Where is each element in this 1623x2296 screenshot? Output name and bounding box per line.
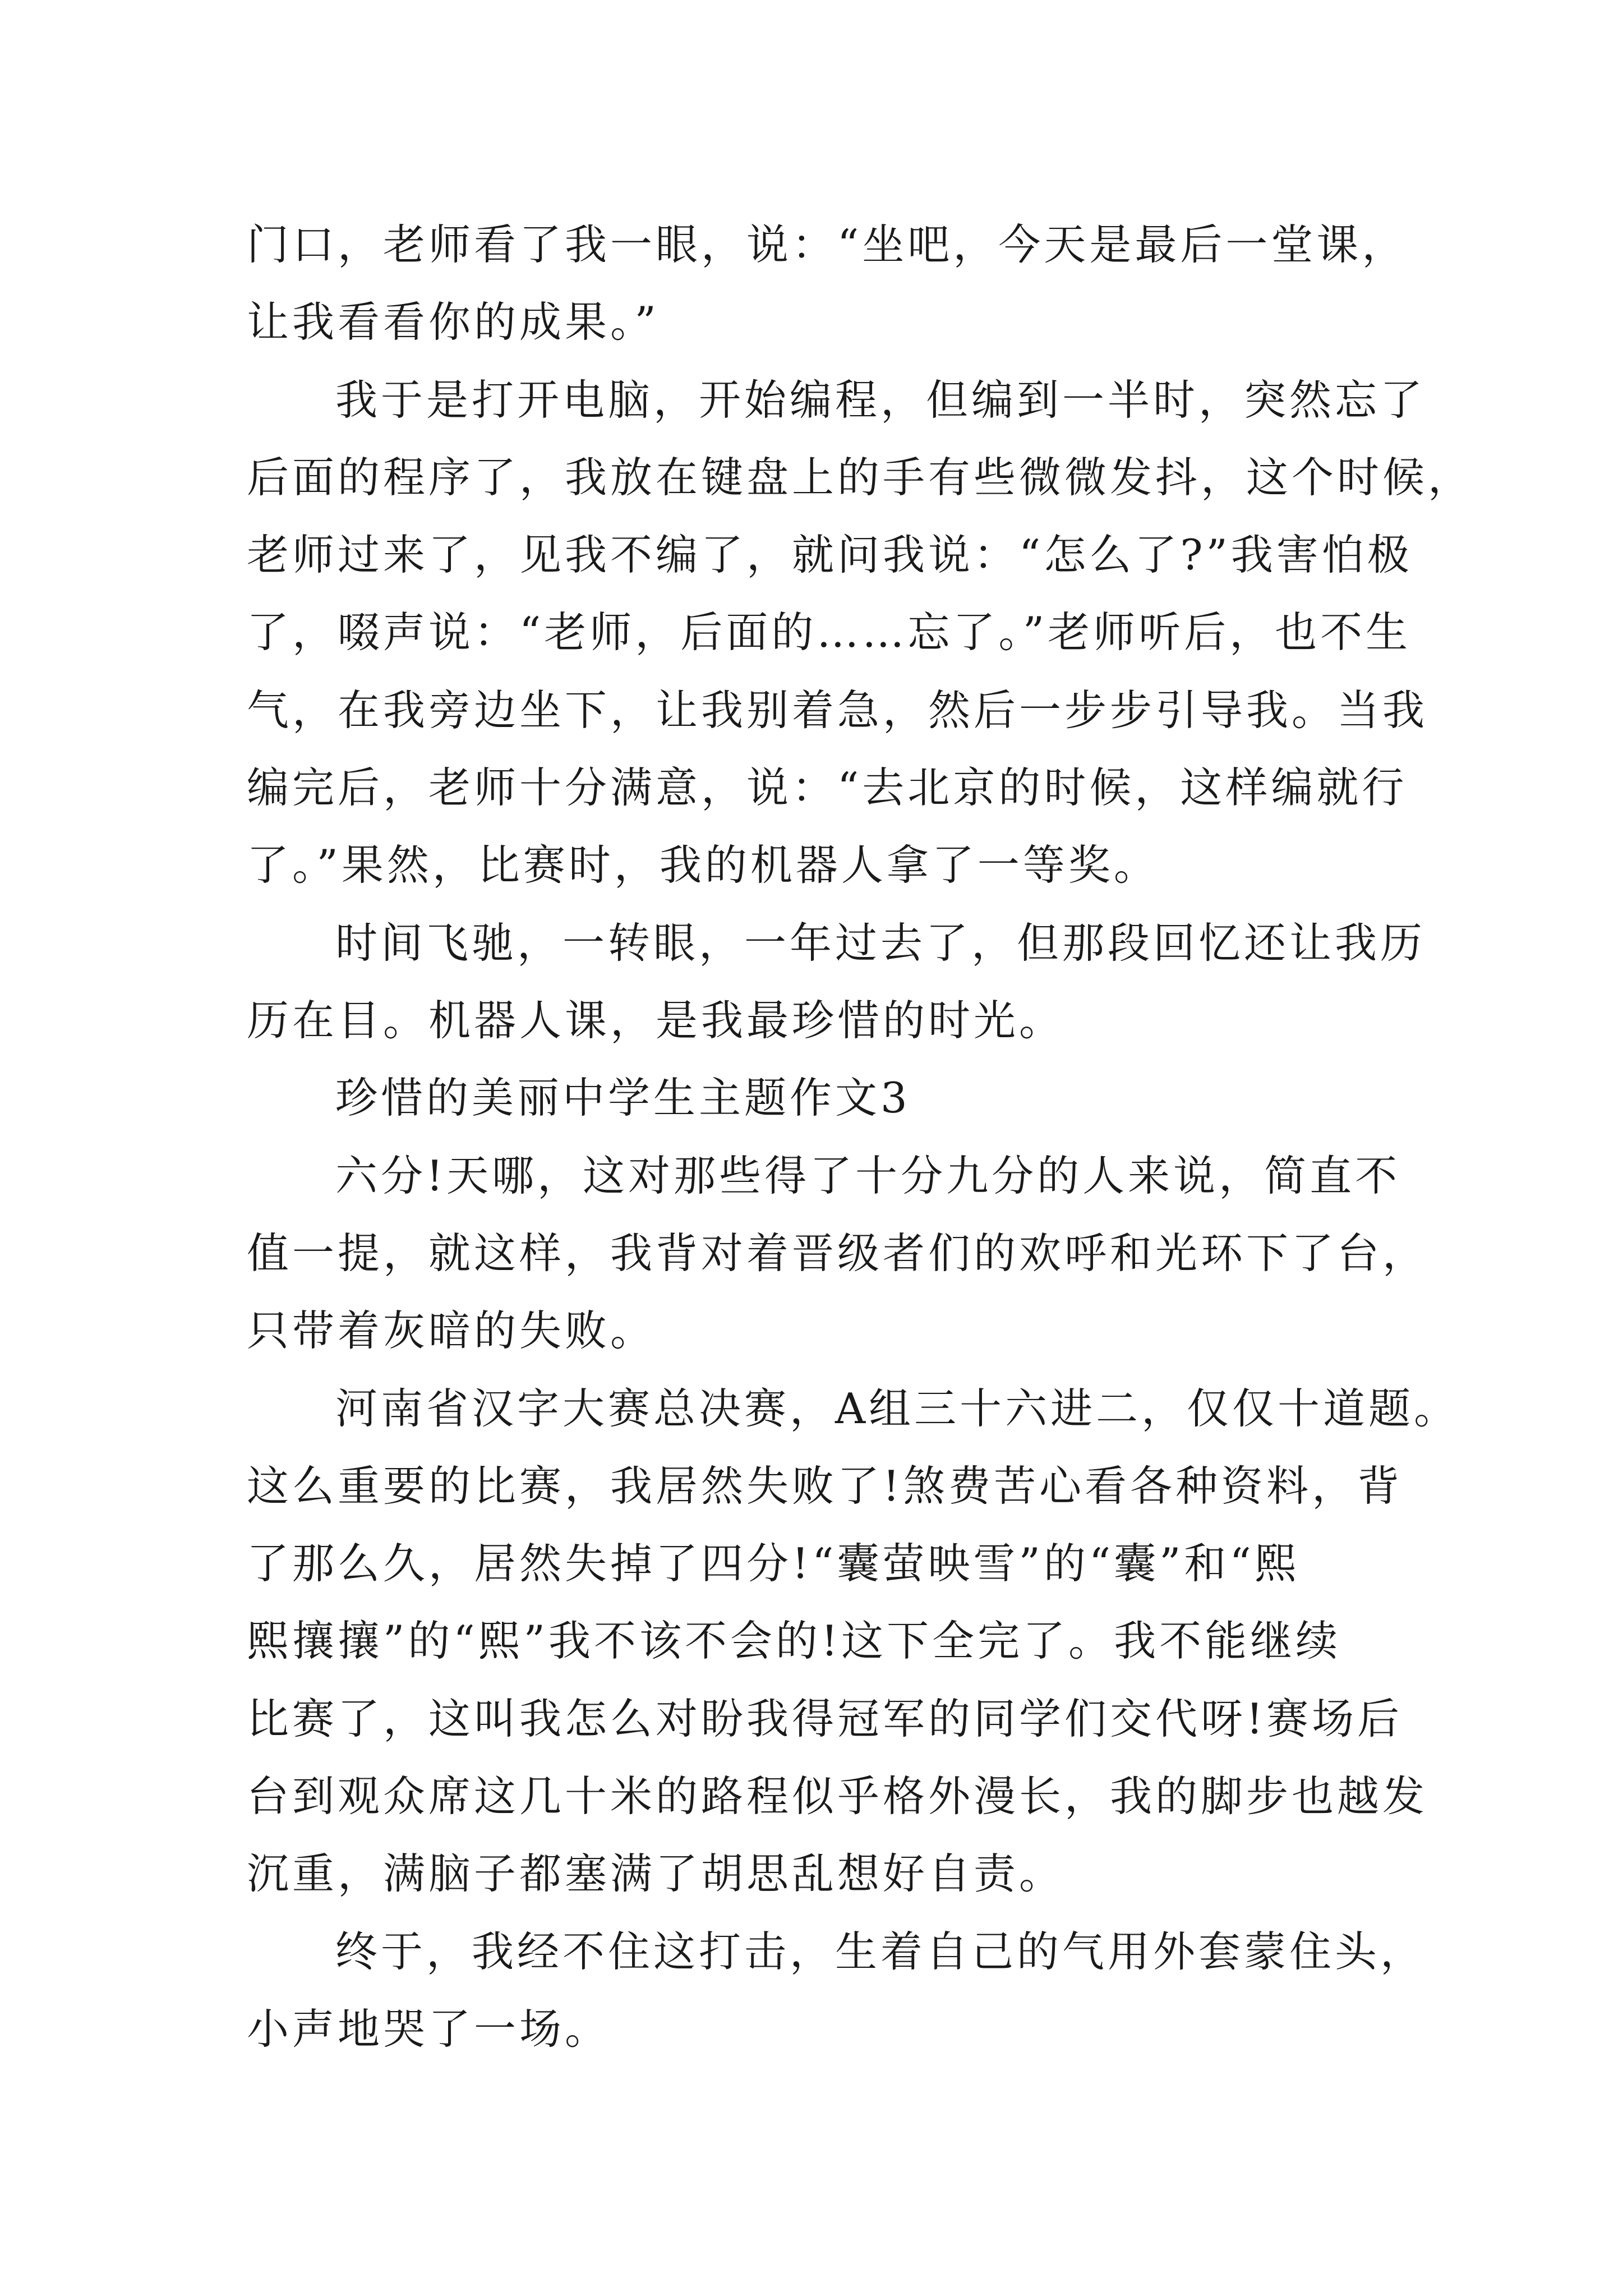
text-line: 比赛了，这叫我怎么对盼我得冠军的同学们交代呀!赛场后 bbox=[247, 1694, 1403, 1743]
text-line: 台到观众席这几十米的路程似乎格外漫长，我的脚步也越发 bbox=[247, 1772, 1428, 1821]
text-line: 让我看看你的成果。” bbox=[247, 297, 660, 347]
text-line: 了，啜声说：“老师，后面的……忘了。”老师听后，也不生 bbox=[247, 608, 1412, 657]
text-line: 时间飞驰，一转眼，一年过去了，但那段回忆还让我历 bbox=[335, 918, 1426, 968]
text-line: 值一提，就这样，我背对着晋级者们的欢呼和光环下了台， bbox=[247, 1228, 1428, 1278]
text-line: 这么重要的比赛，我居然失败了!煞费苦心看各种资料，背 bbox=[247, 1461, 1403, 1511]
section-heading: 珍惜的美丽中学生主题作文3 bbox=[335, 1073, 911, 1122]
text-line: 了那么久，居然失掉了四分!“囊萤映雪”的“囊”和“熙 bbox=[247, 1539, 1300, 1588]
text-line: 编完后，老师十分满意，说：“去北京的时候，这样编就行 bbox=[247, 763, 1408, 812]
text-line: 终于，我经不住这打击，生着自己的气用外套蒙住头， bbox=[335, 1927, 1426, 1976]
text-line: 我于是打开电脑，开始编程，但编到一半时，突然忘了 bbox=[335, 375, 1426, 425]
text-line: 老师过来了，见我不编了，就问我说：“怎么了?”我害怕极 bbox=[247, 530, 1413, 579]
text-line: 后面的程序了，我放在键盘上的手有些微微发抖，这个时候， bbox=[247, 453, 1474, 502]
text-line: 六分!天哪，这对那些得了十分九分的人来说，简直不 bbox=[335, 1151, 1401, 1200]
text-line: 了。”果然，比赛时，我的机器人拿了一等奖。 bbox=[247, 840, 1159, 890]
text-line: 沉重，满脑子都塞满了胡思乱想好自责。 bbox=[247, 1849, 1065, 1898]
text-line: 小声地哭了一场。 bbox=[247, 2004, 611, 2054]
text-line: 门口，老师看了我一眼，说：“坐吧，今天是最后一堂课， bbox=[247, 220, 1408, 269]
text-line: 只带着灰暗的失败。 bbox=[247, 1306, 656, 1355]
text-line: 熙攘攘”的“熙”我不该不会的!这下全完了。我不能继续 bbox=[247, 1616, 1341, 1665]
text-line: 历在目。机器人课，是我最珍惜的时光。 bbox=[247, 996, 1065, 1045]
text-line: 气，在我旁边坐下，让我别着急，然后一步步引导我。当我 bbox=[247, 685, 1428, 735]
text-line: 河南省汉字大赛总决赛，A组三十六进二，仅仅十道题。 bbox=[335, 1384, 1460, 1433]
